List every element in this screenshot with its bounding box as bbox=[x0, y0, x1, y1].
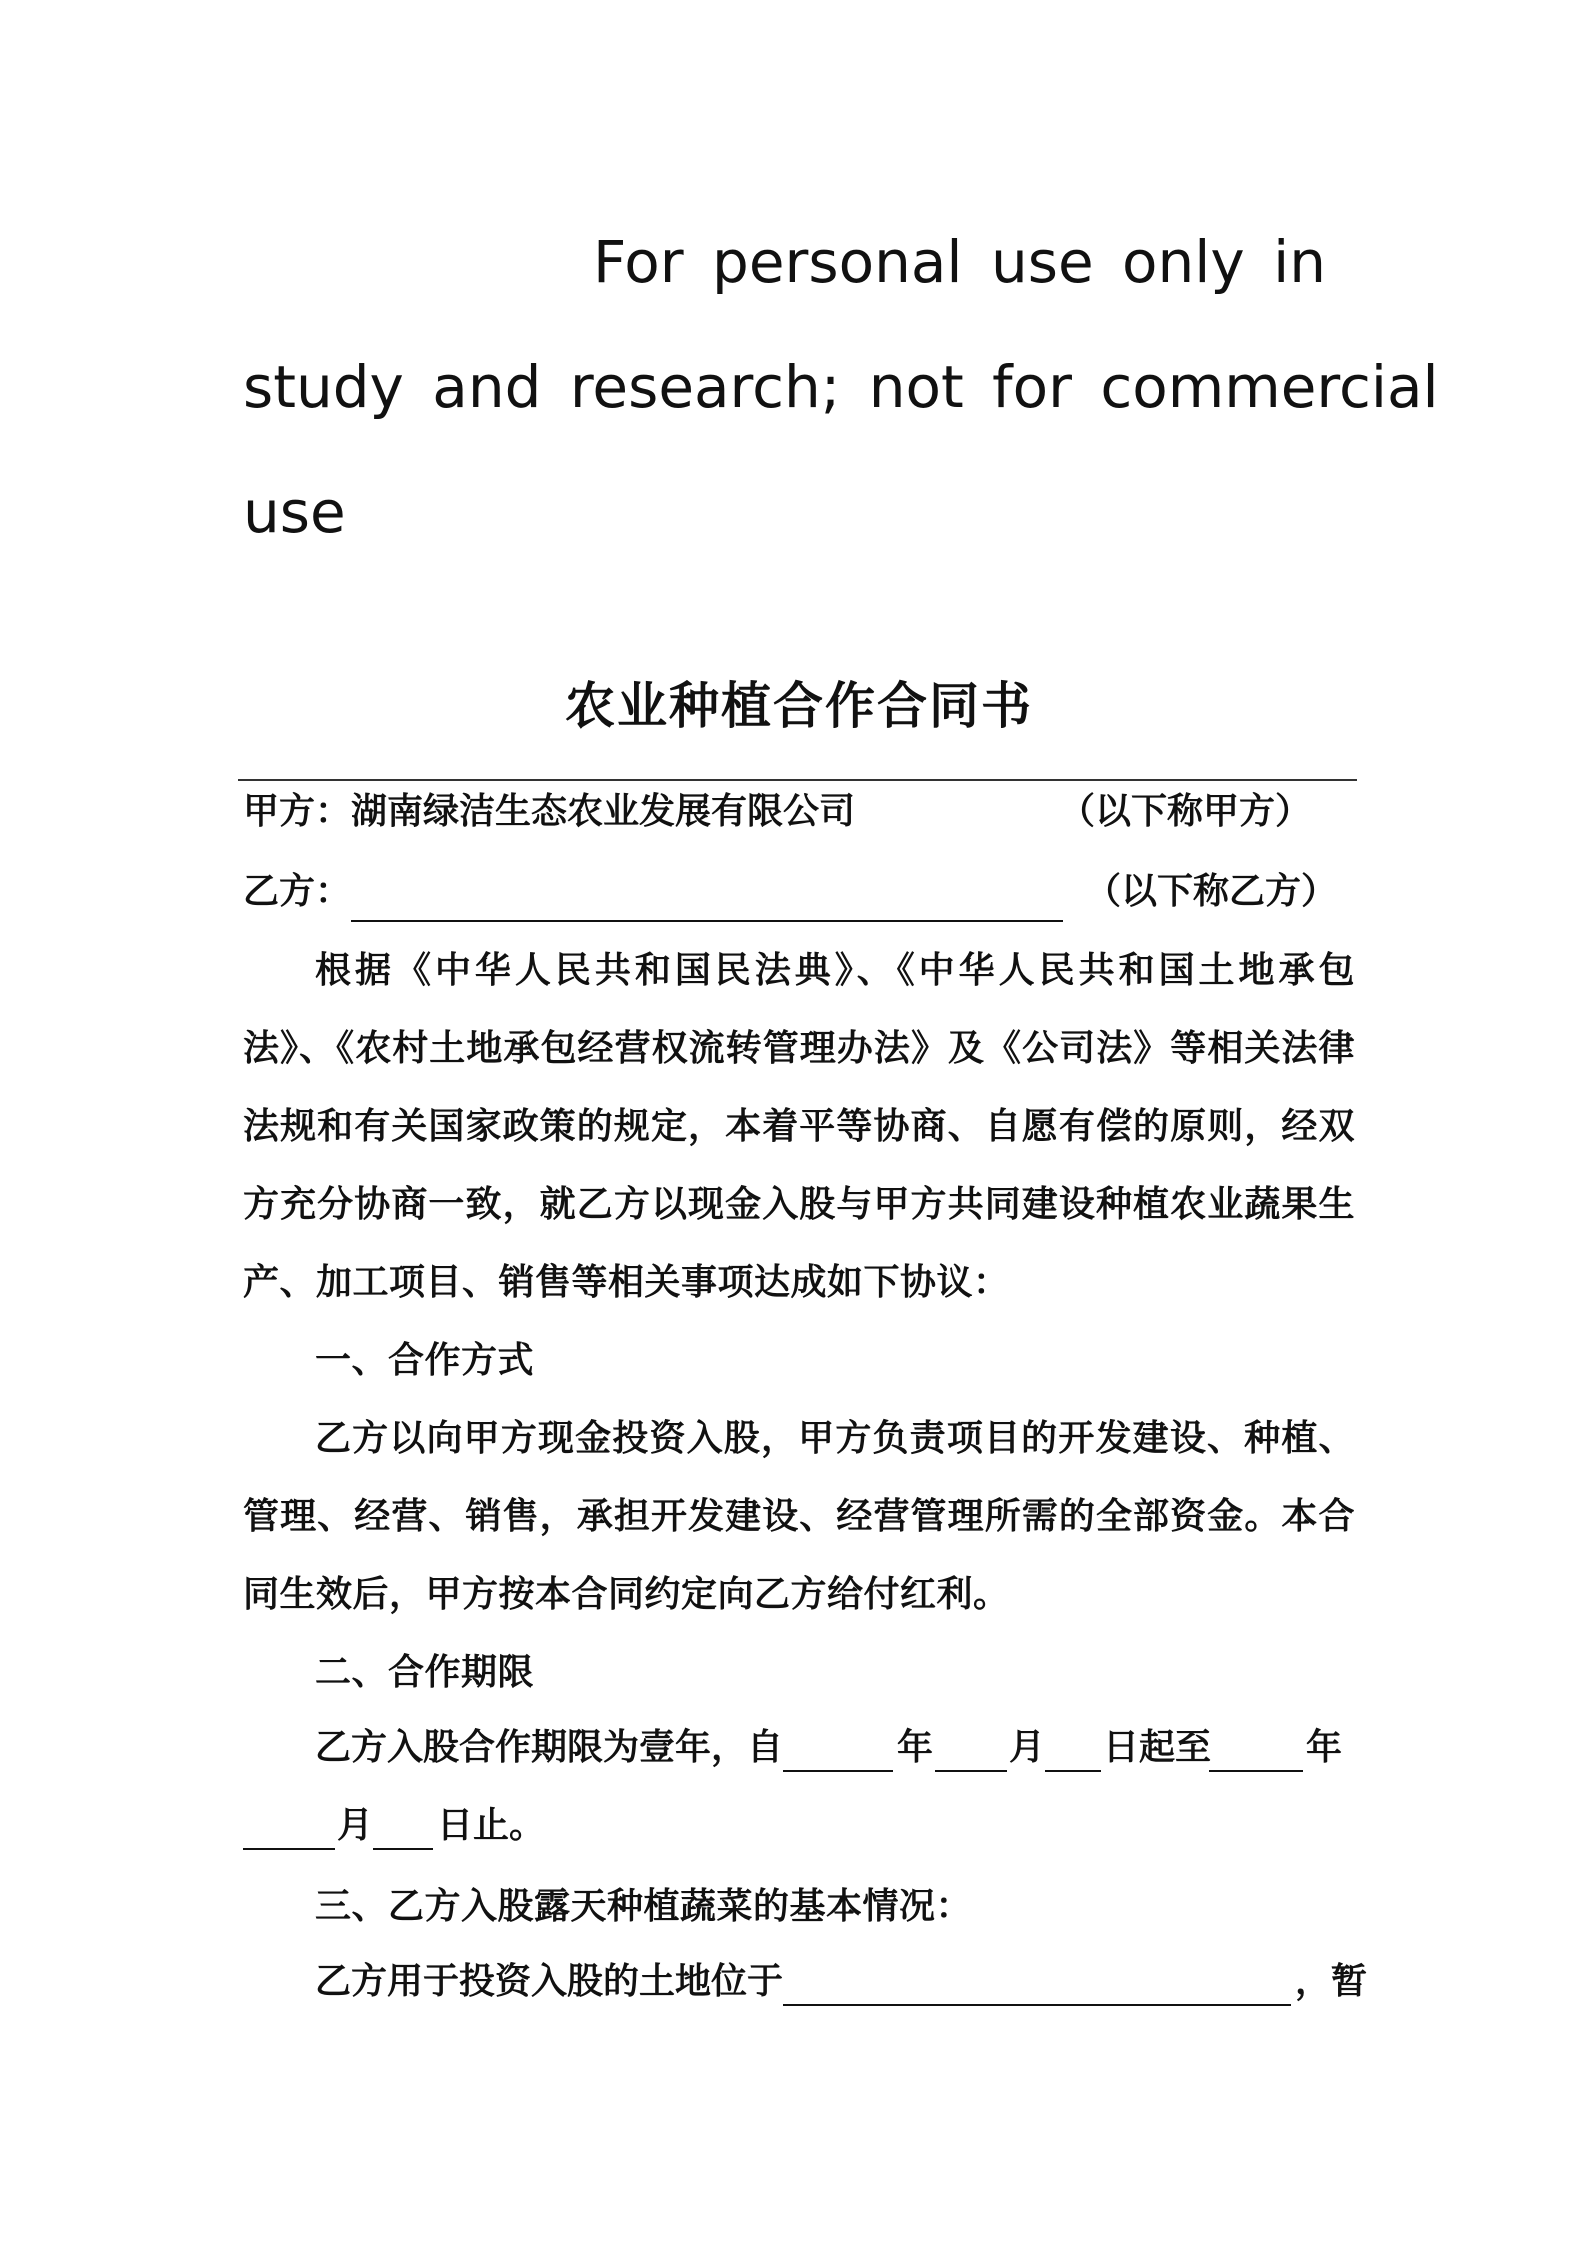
party-b-name-blank bbox=[351, 876, 1063, 922]
end-year-unit: 年 bbox=[1306, 1727, 1343, 1768]
party-b-note: （以下称乙方） bbox=[1085, 871, 1338, 912]
party-b-label: 乙方： bbox=[243, 871, 352, 912]
party-b-line bbox=[243, 862, 1355, 922]
term-line-2 bbox=[243, 1796, 1355, 1856]
term-text: 乙方入股合作期限为壹年，自 bbox=[315, 1727, 784, 1768]
section-2-heading: 二、合作期限 bbox=[315, 1652, 535, 1693]
start-day-blank bbox=[1045, 1726, 1101, 1772]
usage-notice-line-3: use bbox=[243, 478, 346, 546]
land-location-tail: ，暂 bbox=[1295, 1961, 1368, 2002]
start-day-unit: 日起至 bbox=[1103, 1727, 1212, 1768]
party-a-label: 甲方： bbox=[243, 791, 352, 832]
usage-notice bbox=[243, 200, 1439, 575]
end-day-blank bbox=[373, 1804, 433, 1850]
start-year-unit: 年 bbox=[897, 1727, 934, 1768]
land-location-text: 乙方用于投资入股的土地位于 bbox=[315, 1961, 784, 2002]
title-divider bbox=[238, 779, 1357, 781]
start-month-blank bbox=[935, 1726, 1007, 1772]
usage-notice-line-1: For personal use only in bbox=[593, 228, 1327, 296]
party-a-name: 湖南绿洁生态农业发展有限公司 bbox=[351, 791, 856, 832]
end-month-unit: 月 bbox=[337, 1805, 374, 1846]
usage-notice-line-2: study and research; not for commercial bbox=[243, 353, 1439, 421]
end-day-unit: 日止。 bbox=[437, 1805, 546, 1846]
land-location-line bbox=[243, 1952, 1368, 2012]
section-1-body: 乙方以向甲方现金投资入股，甲方负责项目的开发建设、种植、管理、经营、销售，承担开发建设、经营管理所需的全部资金。本合同生效后，甲方按本合同约定向乙方给付红利。 bbox=[243, 1418, 1355, 1615]
section-1-heading: 一、合作方式 bbox=[315, 1340, 535, 1381]
land-location-blank bbox=[783, 1960, 1291, 2006]
end-month-blank bbox=[243, 1804, 335, 1850]
party-a-note: （以下称甲方） bbox=[1059, 791, 1312, 832]
section-3-heading: 三、乙方入股露天种植蔬菜的基本情况： bbox=[315, 1886, 973, 1927]
party-a-line bbox=[243, 782, 1355, 842]
end-year-blank bbox=[1209, 1726, 1303, 1772]
start-year-blank bbox=[783, 1726, 893, 1772]
contract-title: 农业种植合作合同书 bbox=[565, 677, 1033, 735]
preamble-paragraph: 根据《中华人民共和国民法典》、《中华人民共和国土地承包法》、《农村土地承包经营权流转管理办法》及《公司法》等相关法律法规和有关国家政策的规定，本着平等协商、自愿有偿的原则，经双方充分协商一致，就乙方以现金入股与甲方共同建设种植农业蔬果生产、加工项目、销售等相关事项达成如下协议： bbox=[243, 950, 1355, 1303]
start-month-unit: 月 bbox=[1009, 1727, 1046, 1768]
term-line-1 bbox=[243, 1718, 1355, 1778]
